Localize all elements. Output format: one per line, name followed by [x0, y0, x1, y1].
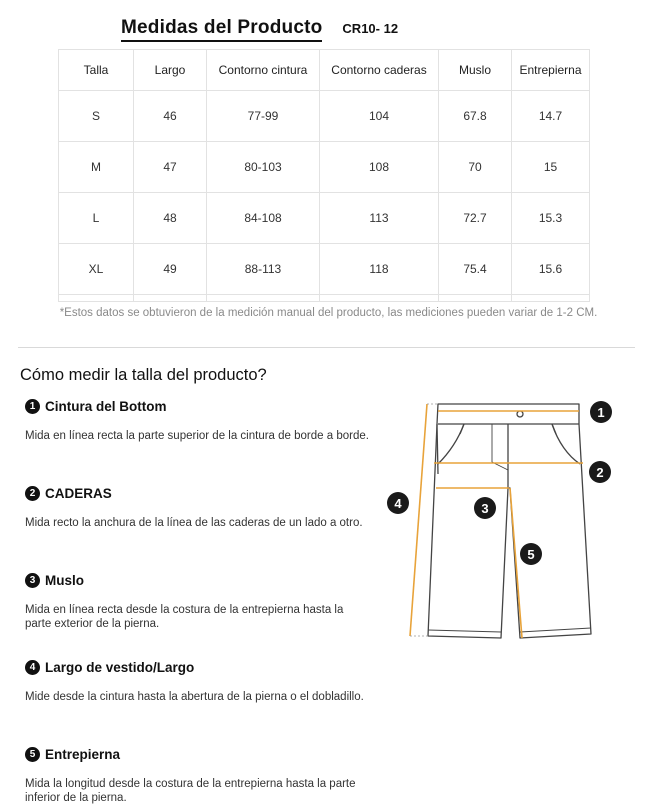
length-measure-line — [410, 404, 427, 636]
table-cell — [207, 295, 320, 302]
column-header-largo: Largo — [134, 50, 207, 91]
svg-text:2: 2 — [596, 465, 604, 480]
table-row — [59, 91, 590, 142]
column-header-contorno-cintura: Contorno cintura — [207, 50, 320, 91]
step-heading — [25, 486, 370, 501]
table-row — [59, 142, 590, 193]
number-1-icon: 1 — [25, 399, 40, 414]
table-cell: 15.3 — [512, 193, 590, 244]
table-spacer-row — [59, 295, 590, 302]
step-description: Mida en línea recta desde la costura de la entrepierna hasta la parte exterior de la pierna. — [25, 604, 344, 630]
table-cell: S — [59, 91, 134, 142]
table-cell: 14.7 — [512, 91, 590, 142]
step-title: Entrepierna — [45, 747, 121, 762]
table-header-row — [59, 50, 590, 91]
step-length — [25, 660, 370, 704]
svg-text:5: 5 — [527, 547, 535, 562]
step-hips — [25, 486, 370, 530]
step-heading — [25, 399, 370, 414]
column-header-talla: Talla — [59, 50, 134, 91]
table-cell: 72.7 — [439, 193, 512, 244]
header — [121, 17, 398, 42]
product-code: CR10- 12 — [342, 21, 399, 36]
table-cell: M — [59, 142, 134, 193]
table-cell: L — [59, 193, 134, 244]
number-4-icon: 4 — [25, 660, 40, 675]
measurement-note: *Estos datos se obtuvieron de la medición manual del producto, las mediciones pueden variar de 1-2 CM. — [59, 307, 598, 319]
table-cell: 80-103 — [207, 142, 320, 193]
column-header-muslo: Muslo — [439, 50, 512, 91]
table-cell: 113 — [320, 193, 439, 244]
table-cell: 104 — [320, 91, 439, 142]
table-cell — [134, 295, 207, 302]
table-cell: 88-113 — [207, 244, 320, 295]
table-cell: 84-108 — [207, 193, 320, 244]
table-cell: 77-99 — [207, 91, 320, 142]
marker-1-icon — [590, 401, 612, 423]
table-cell: 46 — [134, 91, 207, 142]
table-cell: 47 — [134, 142, 207, 193]
table-cell: 15 — [512, 142, 590, 193]
step-thigh — [25, 573, 370, 631]
step-title: CADERAS — [45, 486, 112, 501]
marker-4-icon — [387, 492, 409, 514]
step-description: Mida en línea recta la parte superior de la cintura de borde a borde. — [25, 430, 369, 442]
howto-title: Cómo medir la talla del producto? — [20, 366, 267, 384]
shorts-diagram — [380, 390, 630, 650]
page-title: Medidas del Producto — [121, 17, 322, 42]
step-description: Mida recto la anchura de la línea de las caderas de un lado a otro. — [25, 517, 363, 529]
step-description: Mide desde la cintura hasta la abertura de la pierna o el dobladillo. — [25, 691, 364, 703]
table-cell: 75.4 — [439, 244, 512, 295]
table-cell: 48 — [134, 193, 207, 244]
table-cell — [320, 295, 439, 302]
step-heading — [25, 573, 370, 588]
column-header-contorno-caderas: Contorno caderas — [320, 50, 439, 91]
table-cell: 49 — [134, 244, 207, 295]
step-heading — [25, 660, 370, 675]
svg-text:4: 4 — [394, 496, 402, 511]
step-inseam — [25, 747, 370, 805]
step-description: Mida la longitud desde la costura de la entrepierna hasta la parte inferior de la pierna. — [25, 778, 356, 804]
svg-text:1: 1 — [597, 405, 605, 420]
marker-2-icon — [589, 461, 611, 483]
table-cell: 108 — [320, 142, 439, 193]
number-3-icon: 3 — [25, 573, 40, 588]
table-cell — [59, 295, 134, 302]
table-cell: XL — [59, 244, 134, 295]
step-waist — [25, 399, 370, 443]
table-cell: 118 — [320, 244, 439, 295]
table-cell: 70 — [439, 142, 512, 193]
step-title: Muslo — [45, 573, 84, 588]
number-2-icon: 2 — [25, 486, 40, 501]
table-cell: 67.8 — [439, 91, 512, 142]
shorts-outline-icon — [428, 404, 591, 638]
table-row — [59, 193, 590, 244]
table-cell — [439, 295, 512, 302]
marker-5-icon — [520, 543, 542, 565]
step-title: Largo de vestido/Largo — [45, 660, 195, 675]
marker-3-icon — [474, 497, 496, 519]
step-title: Cintura del Bottom — [45, 399, 167, 414]
section-divider — [18, 347, 635, 348]
column-header-entrepierna: Entrepierna — [512, 50, 590, 91]
size-table — [58, 49, 590, 302]
table-row — [59, 244, 590, 295]
svg-text:3: 3 — [481, 501, 489, 516]
number-5-icon: 5 — [25, 747, 40, 762]
table-cell — [512, 295, 590, 302]
step-heading — [25, 747, 370, 762]
table-cell: 15.6 — [512, 244, 590, 295]
